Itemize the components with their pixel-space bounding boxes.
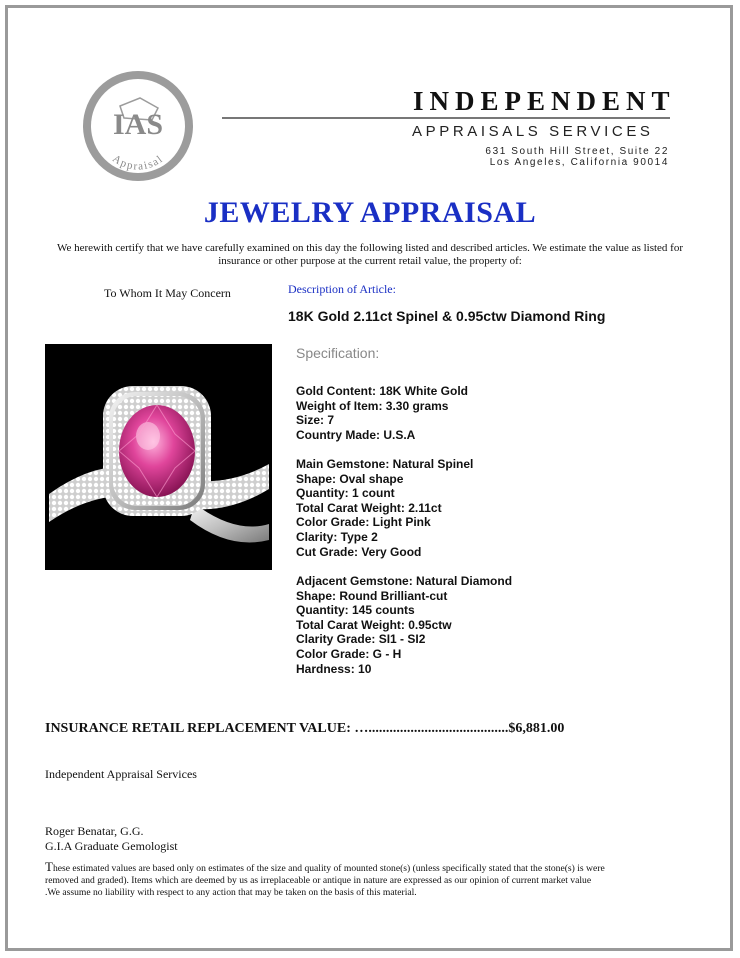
- spec-line: Gold Content: 18K White Gold: [296, 384, 468, 398]
- address-line-1: 631 South Hill Street, Suite 22: [485, 146, 669, 157]
- spec-line: Shape: Round Brilliant-cut: [296, 588, 448, 603]
- spec-line: Cut Grade: Very Good: [296, 544, 422, 559]
- spec-line: Quantity: 145 counts: [296, 603, 415, 618]
- spec-line: Weight of Item: 3.30 grams: [296, 398, 449, 413]
- header-divider: [222, 117, 670, 119]
- logo-letters: IAS: [112, 108, 164, 141]
- company-name: INDEPENDENT: [413, 86, 676, 116]
- spec-line: Clarity Grade: SI1 - SI2: [296, 632, 426, 647]
- item-title: 18K Gold 2.11ct Spinel & 0.95ctw Diamond Ring: [288, 308, 606, 324]
- specification-label: Specification:: [296, 345, 380, 361]
- ring-photo: [45, 344, 272, 570]
- spec-line: Clarity: Type 2: [296, 529, 378, 544]
- description-label: Description of Article:: [288, 282, 396, 296]
- replacement-value: INSURANCE RETAIL REPLACEMENT VALUE: …........................................$6,881.00: [45, 721, 565, 736]
- page-title: JEWELRY APPRAISAL: [203, 196, 537, 229]
- spec-line: Shape: Oval shape: [296, 471, 404, 486]
- spec-line: Total Carat Weight: 0.95ctw: [296, 617, 452, 632]
- spec-line: Color Grade: Light Pink: [296, 515, 431, 530]
- address-line-2: Los Angeles, California 90014: [489, 157, 669, 168]
- logo-ring-text: Appraisal: [110, 152, 166, 173]
- spec-line: Total Carat Weight: 2.11ct: [296, 500, 442, 515]
- spec-line: Color Grade: G - H: [296, 646, 402, 661]
- ias-logo: [80, 68, 196, 184]
- signer-title: G.I.A Graduate Gemologist: [45, 839, 178, 853]
- disclaimer-text: hese estimated values are based only on estimates of the size and quality of mounted stone(s) (unless specifically stated that the stone(s) is were removed and graded). Items which are deemed by us as irreplaceable or antique in nature are expressed as our opinion of current market value .We assume no liability with respect to any action that may be taken on the basis of this material.: [45, 863, 605, 898]
- spec-line: Country Made: U.S.A: [296, 427, 416, 442]
- spec-line: Size: 7: [296, 413, 335, 428]
- spec-group-adjacent-gemstone: [296, 574, 512, 676]
- spec-line: Main Gemstone: Natural Spinel: [296, 457, 474, 471]
- spec-line: Quantity: 1 count: [296, 486, 395, 501]
- footer-company: Independent Appraisal Services: [45, 767, 197, 781]
- signature-block: [45, 824, 178, 854]
- intro-paragraph: We herewith certify that we have carefully examined on this day the following listed and described articles. We estimate the value as listed for insurance or other purpose at the current retail value, the property of:: [56, 242, 684, 267]
- company-subtitle: APPRAISALS SERVICES: [412, 123, 654, 140]
- spec-line: Adjacent Gemstone: Natural Diamond: [296, 574, 513, 588]
- disclaimer: [45, 861, 605, 899]
- recipient: To Whom It May Concern: [104, 286, 231, 300]
- spec-group-main-gemstone: [296, 457, 473, 559]
- spec-line: Hardness: 10: [296, 661, 372, 676]
- spec-group-metal: [296, 384, 468, 442]
- disclaimer-initial: T: [45, 859, 53, 874]
- signer-name: Roger Benatar, G.G.: [45, 824, 144, 838]
